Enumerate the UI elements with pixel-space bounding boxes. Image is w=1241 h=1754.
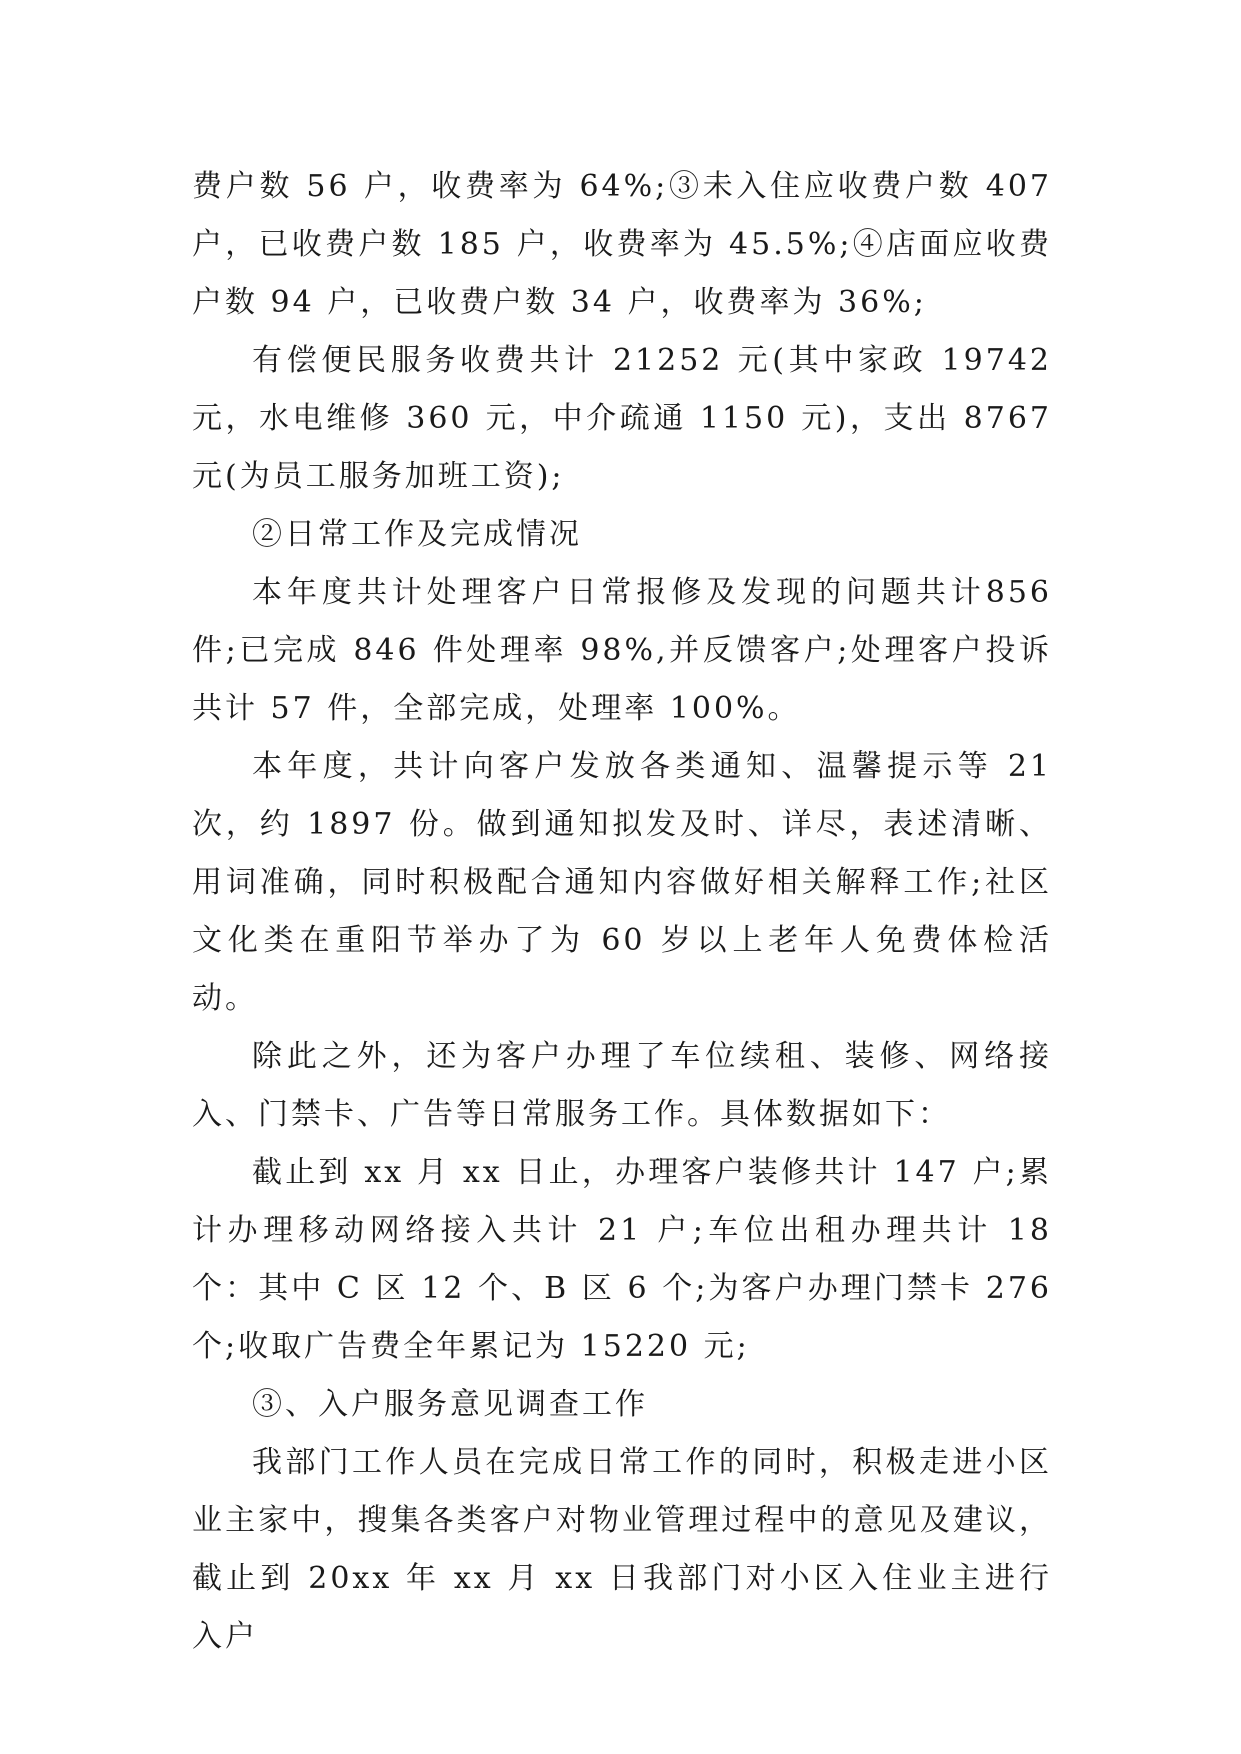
paragraph-paid-services: 有偿便民服务收费共计 21252 元(其中家政 19742 元，水电维修 360 元，中介疏通 1150 元)，支出 8767 元(为员工服务加班工资); bbox=[192, 343, 1052, 494]
paragraph-repairs-complaints: 本年度共计处理客户日常报修及发现的问题共计856件;已完成 846 件处理率 98%,并反馈客户;处理客户投诉共计 57 件，全部完成，处理率 100%。 bbox=[192, 575, 1052, 726]
paragraph-survey: 我部门工作人员在完成日常工作的同时，积极走进小区业主家中，搜集各类客户对物业管理过程中的意见及建议，截止到 20xx 年 xx 月 xx 日我部门对小区入住业主进行入户 bbox=[192, 1445, 1052, 1654]
section-heading-survey: ③、入户服务意见调查工作 bbox=[252, 1387, 648, 1422]
paragraph-notices: 本年度，共计向客户发放各类通知、温馨提示等 21 次，约 1897 份。做到通知拟发及时、详尽，表述清晰、用词准确，同时积极配合通知内容做好相关解释工作;社区文化类在重阳节举办了为 60 岁以上老年人免费体检活动。 bbox=[192, 749, 1052, 1016]
paragraph-service-data: 截止到 xx 月 xx 日止，办理客户装修共计 147 户;累计办理移动网络接入共计 21 户;车位出租办理共计 18 个：其中 C 区 12 个、B 区 6 个;为客户办理门禁卡 276 个;收取广告费全年累记为 15220 元; bbox=[192, 1155, 1052, 1364]
document-body bbox=[192, 158, 1052, 1666]
paragraph-fee-collection: 费户数 56 户，收费率为 64%;③未入住应收费户数 407 户，已收费户数 185 户，收费率为 45.5%;④店面应收费户数 94 户，已收费户数 34 户，收费率为 36%; bbox=[192, 169, 1052, 320]
paragraph-other-services: 除此之外，还为客户办理了车位续租、装修、网络接入、门禁卡、广告等日常服务工作。具体数据如下： bbox=[192, 1039, 1052, 1132]
section-heading-daily-work: ②日常工作及完成情况 bbox=[252, 517, 582, 552]
